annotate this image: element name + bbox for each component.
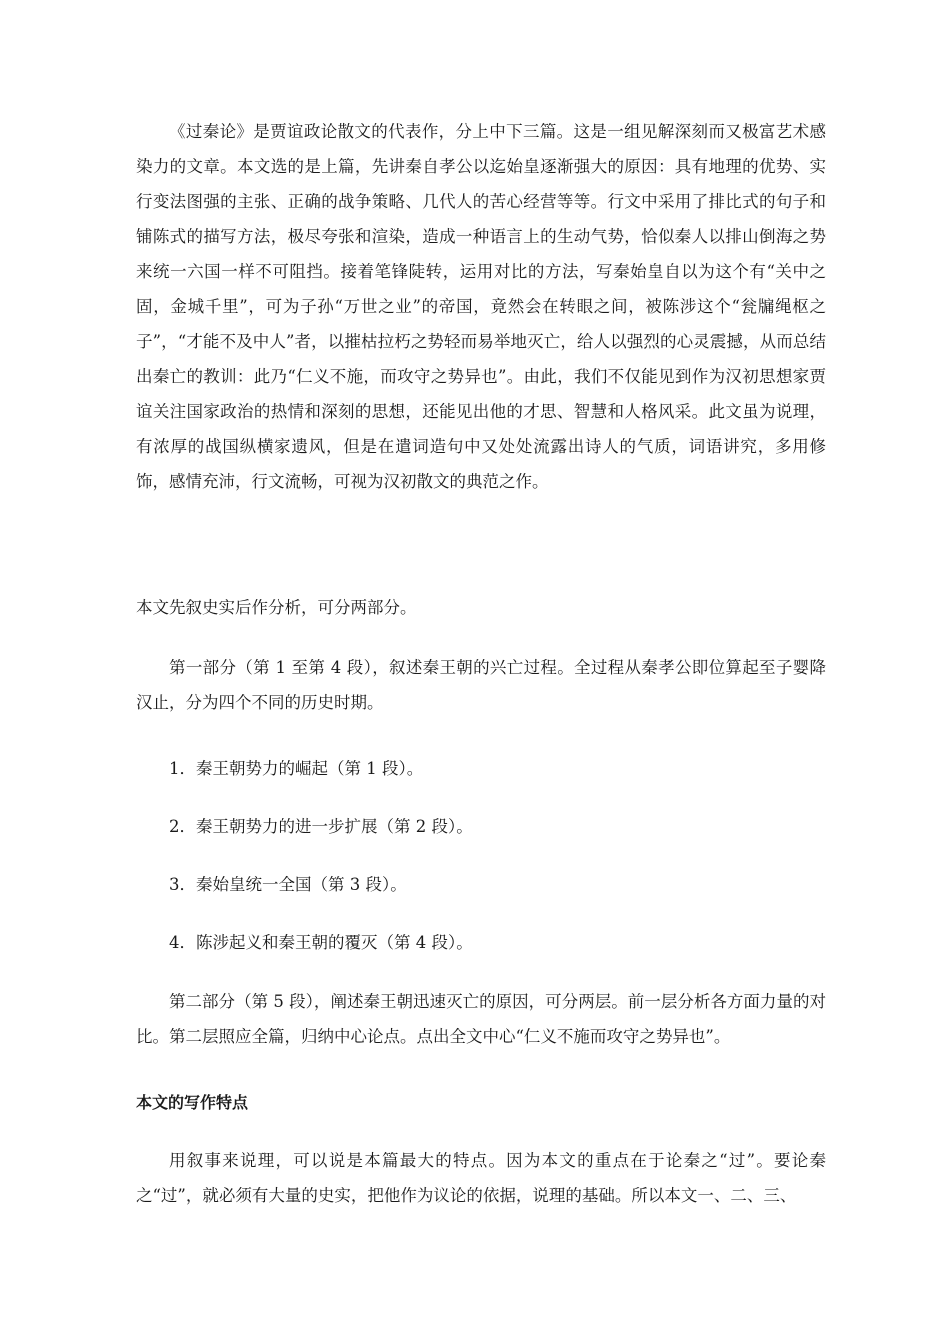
features-paragraph: 用叙事来说理，可以说是本篇最大的特点。因为本文的重点在于论秦之“过”。要论秦之“过”，就必须有大量的史实，把他作为议论的依据，说理的基础。所以本文一、二、三、 (136, 1151, 826, 1205)
structure-summary: 本文先叙史实后作分析，可分两部分。 (136, 598, 417, 617)
list-item: 3．秦始皇统一全国（第 3 段）。 (169, 875, 407, 894)
list-item: 2．秦王朝势力的进一步扩展（第 2 段）。 (169, 817, 473, 836)
part-one-paragraph: 第一部分（第 1 至第 4 段），叙述秦王朝的兴亡过程。全过程从秦孝公即位算起至子婴降汉止，分为四个不同的历史时期。 (136, 658, 826, 712)
list-item: 4．陈涉起义和秦王朝的覆灭（第 4 段）。 (169, 933, 473, 952)
list-item: 1．秦王朝势力的崛起（第 1 段）。 (169, 759, 424, 778)
part-two-paragraph: 第二部分（第 5 段），阐述秦王朝迅速灭亡的原因，可分两层。前一层分析各方面力量的对比。第二层照应全篇，归纳中心论点。点出全文中心“仁义不施而攻守之势异也”。 (136, 992, 826, 1046)
section-heading: 本文的写作特点 (136, 1093, 249, 1112)
intro-paragraph: 《过秦论》是贾谊政论散文的代表作，分上中下三篇。这是一组见解深刻而又极富艺术感染力的文章。本文选的是上篇，先讲秦自孝公以迄始皇逐渐强大的原因：具有地理的优势、实行变法图强的主张、正确的战争策略、几代人的苦心经营等等。行文中采用了排比式的句子和铺陈式的描写方法，极尽夸张和渲染，造成一种语言上的生动气势，恰似秦人以排山倒海之势来统一六国一样不可阻挡。接着笔锋陡转，运用对比的方法，写秦始皇自以为这个有“关中之固，金城千里”，可为子孙“万世之业”的帝国，竟然会在转眼之间，被陈涉这个“瓮牖绳枢之子”，“才能不及中人”者，以摧枯拉朽之势轻而易举地灭亡，给人以强烈的心灵震撼，从而总结出秦亡的教训：此乃“仁义不施，而攻守之势异也”。由此，我们不仅能见到作为汉初思想家贾谊关注国家政治的热情和深刻的思想，还能见出他的才思、智慧和人格风采。此文虽为说理，有浓厚的战国纵横家遗风，但是在遣词造句中又处处流露出诗人的气质，词语讲究，多用修饰，感情充沛，行文流畅，可视为汉初散文的典范之作。 (136, 122, 826, 491)
